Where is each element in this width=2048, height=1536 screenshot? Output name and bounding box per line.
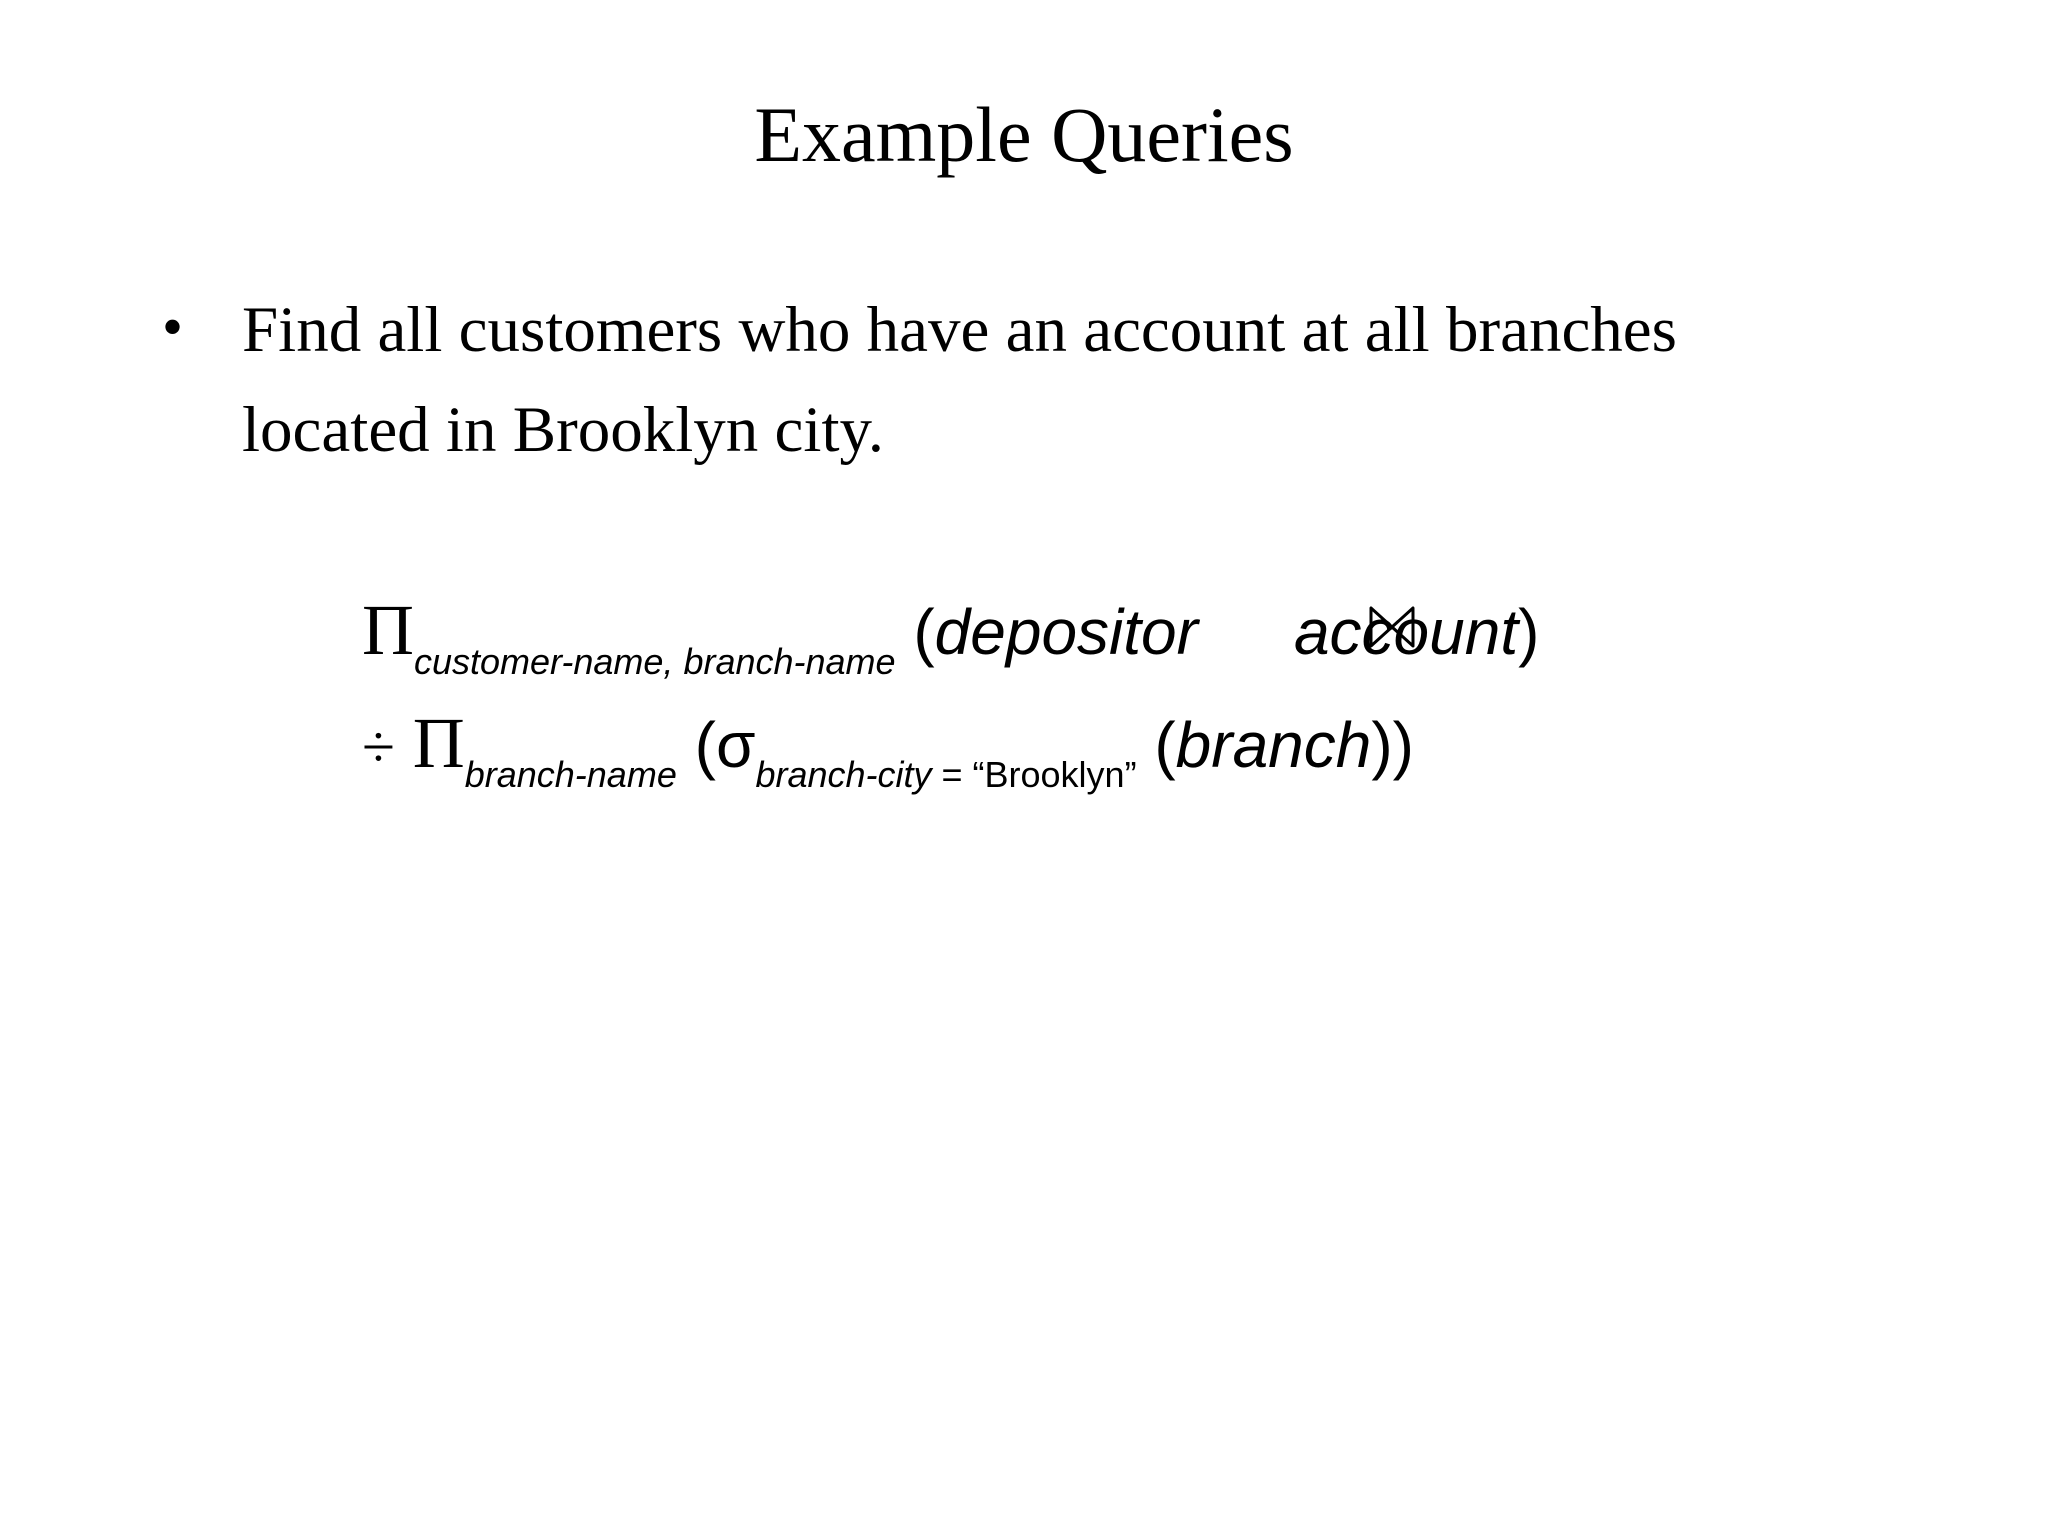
- relation-branch: branch: [1175, 709, 1372, 781]
- bullet-line-2: located in Brooklyn city.: [242, 394, 885, 466]
- close-parens: )): [1371, 709, 1414, 781]
- projection-symbol: Π: [412, 703, 465, 783]
- selection-symbol: σ: [715, 709, 756, 781]
- open-paren: (: [694, 709, 716, 781]
- expression-line-1: [362, 590, 1539, 682]
- selection-attribute: branch-city: [755, 754, 932, 795]
- relation-account: account: [1293, 596, 1519, 668]
- selection-condition: = “Brooklyn”: [931, 754, 1137, 795]
- division-symbol: ÷: [362, 714, 395, 780]
- inner-open-paren: (: [1154, 709, 1176, 781]
- bullet-text: [242, 280, 1942, 480]
- projection-symbol: Π: [362, 590, 414, 670]
- relation-depositor: depositor: [934, 596, 1198, 668]
- open-paren: (: [913, 596, 935, 668]
- projection-attributes: branch-name: [464, 754, 677, 795]
- expression-line-2: [362, 703, 1414, 795]
- projection-attributes: customer-name, branch-name: [414, 641, 896, 682]
- bullet-marker: •: [162, 294, 184, 360]
- close-paren: ): [1518, 596, 1540, 668]
- slide-title: Example Queries: [754, 91, 1294, 178]
- bullet-line-1: Find all customers who have an account at all branches: [242, 294, 1677, 366]
- natural-join-icon: [1368, 605, 1416, 649]
